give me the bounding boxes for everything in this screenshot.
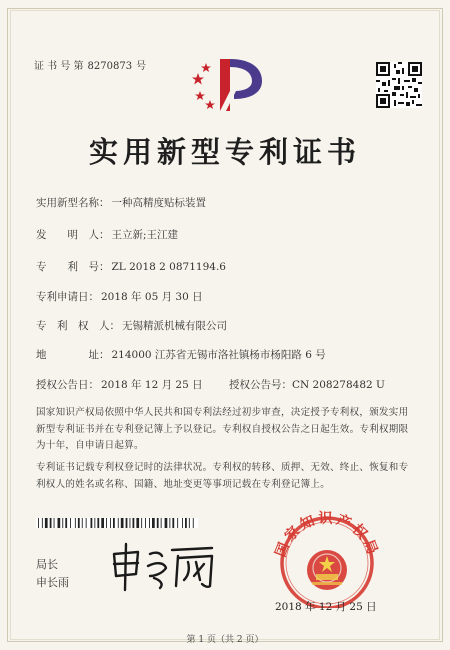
legal-status-paragraph: 专利证书记载专利权登记时的法律状况。专利权的转移、质押、无效、终止、恢复和专利权人的姓名或名称、国籍、地址变更等事项记载在专利登记簿上。 [36,462,409,490]
director-name: 申长雨 [36,576,69,589]
field-announcement-date [36,377,203,392]
signature-icon [108,540,228,592]
seal-text: 国家知识产权局 [272,511,382,560]
field-label: 专 利 权 人： [36,320,120,332]
field-value: 2018 年 12 月 25 日 [101,379,203,391]
field-label: 授权公告日： [36,379,99,391]
certificate-number-suffix: 号 [136,61,147,72]
field-label: 专 利 号： [36,261,110,273]
director-title: 局长 [36,558,58,571]
certificate-number-value: 8270873 [87,61,133,72]
cnipa-logo-icon [190,55,268,115]
field-filing-date [36,289,203,304]
certificate-number-label: 证 书 号 第 [34,61,84,72]
official-seal-icon [268,508,386,608]
field-address [36,347,326,362]
field-value: 无锡精派机械有限公司 [122,320,227,332]
field-label: 授权公告号： [229,379,292,391]
qr-code-icon [376,62,422,108]
field-value: 一种高精度贴标装置 [111,197,206,209]
field-patentee [36,318,227,333]
field-label: 地 址： [36,349,110,361]
field-utility-model-name [36,195,206,210]
field-announcement-number [229,377,385,392]
certificate-title: 实用新型专利证书 [88,135,361,169]
field-label: 实用新型名称： [36,197,110,209]
field-value: 王立新;王江建 [111,229,179,241]
field-value: 2018 年 05 月 30 日 [101,291,203,303]
field-value: 214000 江苏省无锡市洛社镇杨市杨阳路 6 号 [111,349,326,361]
field-inventor [36,227,178,242]
field-value: ZL 2018 2 0871194.6 [111,261,226,273]
field-patent-number [36,259,226,274]
seal-date: 2018 年 12 月 25 日 [275,601,377,613]
certificate-number [34,57,150,72]
field-label: 专利申请日： [36,291,99,303]
field-value: CN 208278482 U [292,379,385,391]
grant-paragraph: 国家知识产权局依照中华人民共和国专利法经过初步审查，决定授予专利权，颁发实用新型专利证书并在专利登记簿上予以登记。专利权自授权公告之日起生效。专利权期限为十年，自申请日起算。 [36,407,409,451]
barcode-icon [36,518,198,528]
field-label: 发 明 人： [36,229,110,241]
page-footer: 第 1 页（共 2 页） [186,635,264,645]
